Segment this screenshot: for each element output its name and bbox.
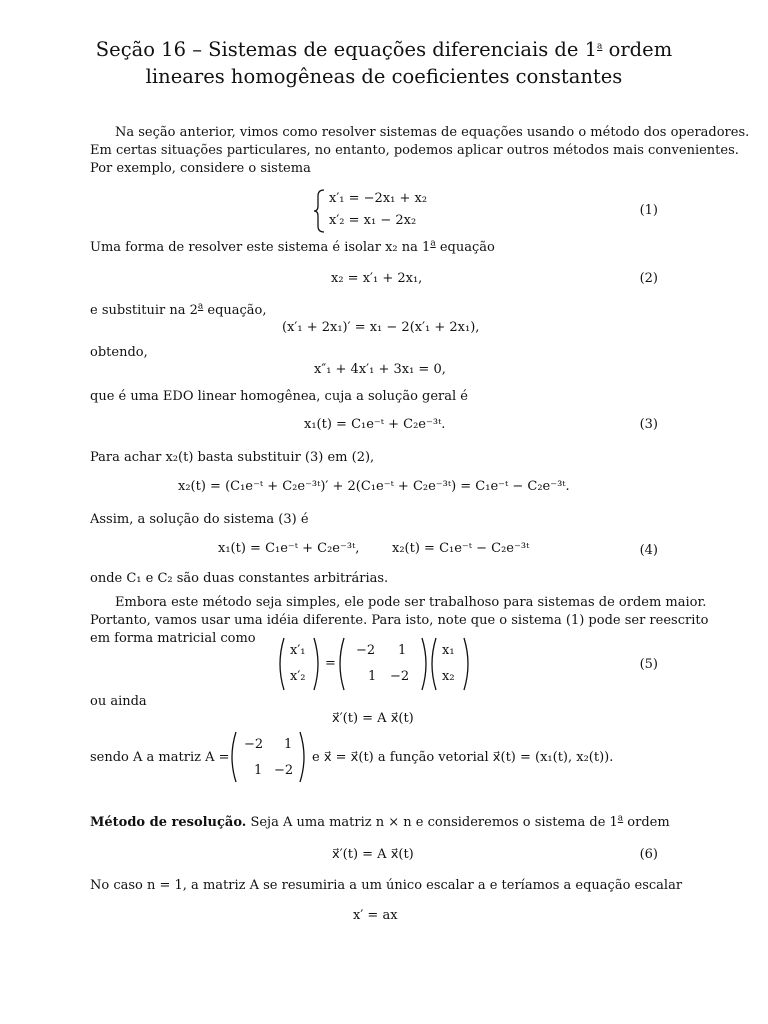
paragraph-or-yet: ou ainda: [90, 694, 147, 709]
vector-right-1: x₁: [442, 643, 455, 658]
intro-line-3: Por exemplo, considere o sistema: [90, 161, 311, 176]
inline-matrix-a: [228, 730, 310, 784]
inline-matrix-a12: 1: [284, 737, 293, 752]
equation-6: x⃗′(t) = A x⃗(t): [332, 847, 414, 862]
paragraph-matrix-line-1: Embora este método seja simples, ele pode ser trabalhoso para sistemas de ordem maior.: [115, 595, 707, 610]
inline-matrix-a11: −2: [244, 737, 264, 752]
paragraph-obtaining: obtendo,: [90, 345, 148, 360]
inline-matrix-parentheses-icon: [228, 730, 310, 784]
paragraph-matrix-line-2: Portanto, vamos usar uma idéia diferente. Para isto, note que o sistema (1) pode ser reescrito: [90, 613, 709, 628]
paragraph-matrix-a-pre: sendo A a matriz A =: [90, 750, 230, 765]
equation-number-3: (3): [639, 417, 658, 432]
matrix-a21: 1: [368, 669, 377, 684]
paragraph-constants: onde C₁ e C₂ são duas constantes arbitrárias.: [90, 571, 389, 586]
vector-left-1: x′₁: [290, 643, 306, 658]
equals-sign: =: [325, 656, 336, 671]
paragraph-find-x2: Para achar x₂(t) basta substituir (3) em (2),: [90, 450, 375, 465]
method-heading: Método de resolução.: [90, 815, 247, 830]
equation-1-row-1: x′₁ = −2x₁ + x₂: [329, 191, 428, 206]
equation-5-matrix: [276, 636, 476, 692]
inline-matrix-a21: 1: [254, 763, 263, 778]
paragraph-matrix-a-post: e x⃗ = x⃗(t) a função vetorial x⃗(t) = (x₁(t), x₂(t)).: [312, 750, 614, 765]
paragraph-substitute: e substituir na 2$^a$ equação,: [90, 301, 267, 318]
title-line-2: lineares homogêneas de coeficientes constantes: [145, 65, 623, 88]
intro-line-2: Em certas situações particulares, no entanto, podemos aplicar outros métodos mais convenientes.: [90, 143, 739, 158]
equation-number-1: (1): [639, 203, 658, 218]
matrix-a12: 1: [398, 643, 407, 658]
equation-edo: x″₁ + 4x′₁ + 3x₁ = 0,: [314, 362, 446, 377]
inline-matrix-a22: −2: [274, 763, 294, 778]
equation-2: x₂ = x′₁ + 2x₁,: [331, 271, 423, 286]
matrix-a11: −2: [356, 643, 376, 658]
method-paragraph: Método de resolução. Seja A uma matriz n × n e consideremos o sistema de 1$^a$ ordem: [90, 813, 670, 830]
title-line-1: Seção 16 – Sistemas de equações diferenciais de 1$^a$ ordem: [95, 38, 673, 61]
matrix-a22: −2: [390, 669, 410, 684]
equation-vector: x⃗′(t) = A x⃗(t): [332, 711, 414, 726]
equation-x2: x₂(t) = (C₁e⁻ᵗ + C₂e⁻³ᵗ)′ + 2(C₁e⁻ᵗ + C₂e⁻³ᵗ) = C₁e⁻ᵗ − C₂e⁻³ᵗ.: [178, 479, 570, 494]
section-title: [60, 36, 708, 90]
equation-substitution: (x′₁ + 2x₁)′ = x₁ − 2(x′₁ + 2x₁),: [282, 320, 480, 335]
left-brace-icon: [313, 188, 327, 234]
equation-number-2: (2): [639, 271, 658, 286]
equation-number-4: (4): [639, 543, 658, 558]
vector-right-2: x₂: [442, 669, 455, 684]
paragraph-edo-solution: que é uma EDO linear homogênea, cuja a solução geral é: [90, 389, 468, 404]
equation-4-right: x₂(t) = C₁e⁻ᵗ − C₂e⁻³ᵗ: [392, 541, 530, 556]
paragraph-scalar-case: No caso n = 1, a matriz A se resumiria a um único escalar a e teríamos a equação escalar: [90, 878, 683, 893]
vector-left-2: x′₂: [290, 669, 306, 684]
intro-line-1: Na seção anterior, vimos como resolver sistemas de equações usando o método dos operadores.: [115, 125, 750, 140]
equation-4-left: x₁(t) = C₁e⁻ᵗ + C₂e⁻³ᵗ,: [218, 541, 360, 556]
paragraph-matrix-line-3: em forma matricial como: [90, 631, 256, 646]
equation-scalar: x′ = ax: [353, 908, 398, 923]
equation-number-6: (6): [639, 847, 658, 862]
paragraph-isolate: Uma forma de resolver este sistema é isolar x₂ na 1$^a$ equação: [90, 238, 495, 255]
paragraph-system-solution: Assim, a solução do sistema (3) é: [90, 512, 309, 527]
equation-1-row-2: x′₂ = x₁ − 2x₂: [329, 213, 417, 228]
equation-3: x₁(t) = C₁e⁻ᵗ + C₂e⁻³ᵗ.: [304, 417, 446, 432]
equation-number-5: (5): [639, 657, 658, 672]
